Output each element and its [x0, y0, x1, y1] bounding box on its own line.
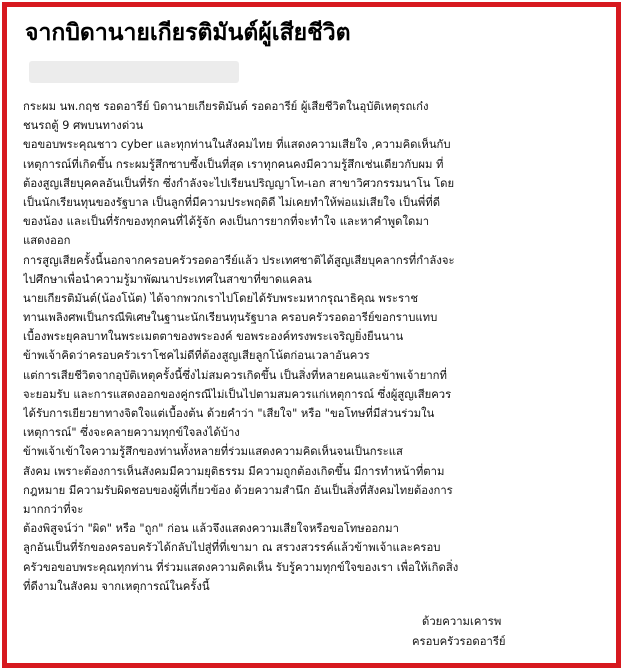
body-line: ต้องพิสูจน์ว่า "ผิด" หรือ "ถูก" ก่อน แล้วจึงแสดงความเสียใจหรือขอโทษออกมา	[23, 522, 399, 536]
redacted-text-block	[29, 61, 239, 83]
body-line: ข้าพเจ้าคิดว่าครอบครัวเราโชคไม่ดีที่ต้องสูญเสียลูกโน้ตก่อนเวลาอันควร	[23, 349, 370, 363]
signature-block	[7, 612, 602, 652]
body-line: แสดงออก	[23, 234, 71, 248]
signature-closing: ด้วยความเคารพ	[422, 615, 502, 628]
body-line: เป็นนักเรียนทุนของรัฐบาล เป็นลูกที่มีความประพฤติดี ไม่เคยทำให้พ่อแม่เสียใจ เป็นพี่ที่ดี	[23, 195, 441, 209]
body-line: ของน้อง และเป็นที่รักของทุกคนที่ได้รู้จัก คงเป็นการยากที่จะทำใจ และหาคำพูดใดมา	[23, 215, 430, 229]
body-line: ขอขอบพระคุณชาว cyber และทุกท่านในสังคมไทย ที่แสดงความเสียใจ ,ความคิดเห็นกับ	[23, 138, 451, 152]
body-line: เหตุการณ์" ซึ่งจะคลายความทุกข์ใจลงได้บ้าง	[23, 426, 240, 440]
body-line: กฎหมาย มีความรับผิดชอบของผู้ที่เกี่ยวข้อง ด้วยความสำนึก อันเป็นสิ่งที่สังคมไทยต้องการ	[23, 483, 453, 497]
body-line: กระผม นพ.กฤช รอดอารีย์ บิดานายเกียรติมันต์ รอดอารีย์ ผู้เสียชีวิตในอุบัติเหตุรถเก๋ง	[23, 100, 429, 113]
body-line: ชนรถตู้ 9 ศพบนทางด่วน	[23, 119, 144, 133]
signature-family: ครอบครัวรอดอารีย์	[412, 635, 506, 648]
page-title: จากบิดานายเกียรติมันต์ผู้เสียชีวิต	[25, 20, 351, 46]
body-line: สังคม เพราะต้องการเห็นสังคมมีความยุติธรรม มีความถูกต้องเกิดขึ้น มีการทำหน้าที่ตาม	[23, 464, 445, 478]
body-line: ที่ดีงามในสังคม จากเหตุการณ์ในครั้งนี้	[23, 579, 210, 593]
body-line: ต้องสูญเสียบุคคลอันเป็นที่รัก ซึ่งกำลังจะไปเรียนปริญญาโท-เอก สาขาวิศวกรรมนาโน โดย	[23, 176, 455, 190]
body-line: ข้าพเจ้าเข้าใจความรู้สึกของท่านทั้งหลายที่ร่วมแสดงความคิดเห็นจนเป็นกระแส	[23, 445, 403, 459]
body-line: ได้รับการเยียวยาทางจิตใจแต่เบื้องต้น ด้วยคำว่า "เสียใจ" หรือ "ขอโทษที่มีส่วนร่วมใน	[23, 407, 435, 420]
body-line: มากกว่าที่จะ	[23, 502, 84, 516]
body-line: นายเกียรติมันต์(น้องโน้ต) ได้จากพวกเราไปโดยได้รับพระมหากรุณาธิคุณ พระราช	[23, 291, 419, 305]
body-line: ไปศึกษาเพื่อนำความรู้มาพัฒนาประเทศในสาขาที่ขาดแคลน	[23, 272, 312, 286]
body-line: ครัวขอขอบพระคุณทุกท่าน ที่ร่วมแสดงความคิดเห็น รับรู้ความทุกข์ใจของเรา เพื่อให้เกิดสิ่ง	[23, 560, 459, 574]
body-line: การสูญเสียครั้งนี้นอกจากครอบครัวรอดอารีย์แล้ว ประเทศชาติได้สูญเสียบุคลากรที่กำลังจะ	[23, 253, 455, 267]
body-line: ทานเพลิงศพเป็นกรณีพิเศษในฐานะนักเรียนทุนรัฐบาล ครอบครัวรอดอารีย์ขอกราบแทบ	[23, 311, 438, 325]
body-line: เบื้องพระยุคลบาทในพระเมตตาของพระองค์ ขอพระองค์ทรงพระเจริญยิ่งยืนนาน	[23, 330, 404, 344]
body-line: จะยอมรับ และการแสดงออกของคู่กรณีไม่เป็นไปตามสมควรแก่เหตุการณ์ ซึ่งผู้สูญเสียควร	[23, 387, 452, 401]
letter-frame	[2, 2, 621, 668]
body-line: แต่การเสียชีวิตจากอุบัติเหตุครั้งนี้ซึ่งไม่สมควรเกิดขึ้น เป็นสิ่งที่หลายคนและข้าพเจ้ายากที่	[23, 368, 447, 382]
letter-body	[23, 97, 603, 596]
body-line: เหตุการณ์ที่เกิดขึ้น กระผมรู้สึกซาบซึ้งเป็นที่สุด เราทุกคนคงมีความรู้สึกเช่นเดียวกับผม ที่	[23, 157, 444, 171]
body-line: ลูกอันเป็นที่รักของครอบครัวได้กลับไปสู่ที่ที่เขามา ณ สรวงสวรรค์แล้วข้าพเจ้าและครอบ	[23, 541, 441, 555]
